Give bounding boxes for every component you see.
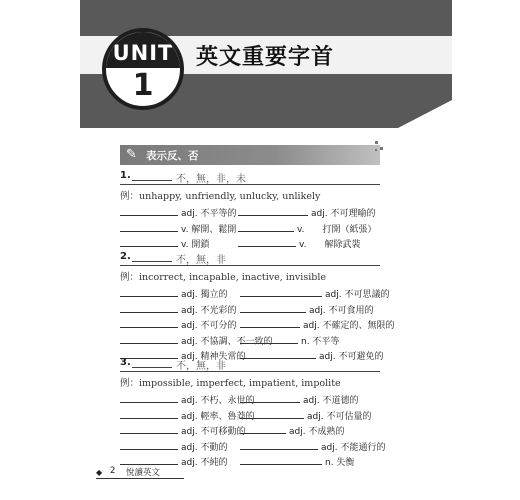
exercise-item — [240, 393, 358, 408]
exercise-item — [120, 424, 245, 439]
pencil-icon: ✎ — [126, 147, 137, 162]
answer-blank[interactable] — [120, 440, 178, 450]
word-definition: adj. 不可避免的 — [319, 352, 384, 362]
exercise-item — [238, 237, 361, 252]
exercise-item — [240, 303, 373, 318]
exercise-item — [120, 206, 236, 221]
answer-blank[interactable] — [240, 409, 304, 419]
answer-blank[interactable] — [238, 222, 294, 232]
exercise-item — [240, 318, 394, 333]
group-number: 2. — [120, 251, 131, 262]
exercise-item — [238, 222, 377, 237]
answer-blank[interactable] — [240, 393, 300, 403]
word-definition: adj. 不光彩的 — [181, 305, 237, 316]
exercise-item — [240, 455, 354, 470]
word-definition: adj. 不可食用的 — [309, 305, 374, 316]
word-definition: adj. 精神失常的 — [181, 352, 246, 362]
word-definition: adj. 輕率、魯莽的 — [181, 411, 255, 422]
answer-blank[interactable] — [120, 287, 178, 297]
exercise-item — [120, 409, 254, 424]
banner-arrow-notch — [398, 100, 452, 128]
word-definition: adj. 不協調、不一致的 — [181, 336, 273, 347]
word-definition: adj. 不能通行的 — [321, 442, 386, 453]
group-meaning: 不，無，非 — [176, 361, 226, 372]
word-definition: v. 解開、鬆開 — [181, 224, 237, 235]
word-definition: v. 解除武裝 — [299, 240, 361, 250]
exercise-item — [120, 303, 236, 318]
word-definition: adj. 不可分的 — [181, 321, 237, 331]
answer-blank[interactable] — [120, 303, 178, 313]
word-definition: adj. 不可理喻的 — [311, 209, 376, 219]
group-number: 1. — [120, 170, 131, 181]
word-definition: adj. 不可思議的 — [325, 290, 390, 300]
word-definition: adj. 不動的 — [181, 442, 228, 453]
answer-blank[interactable] — [120, 237, 178, 247]
group-meaning: 不，無，非，未 — [176, 174, 246, 185]
answer-blank[interactable] — [120, 409, 178, 419]
exercise-item — [120, 222, 236, 237]
answer-blank[interactable] — [120, 222, 178, 232]
word-definition: adj. 不朽、永世的 — [181, 396, 255, 406]
group-example: 例：incorrect, incapable, inactive, invisible — [120, 272, 326, 283]
answer-blank[interactable] — [120, 393, 178, 403]
answer-blank[interactable] — [120, 206, 178, 216]
exercise-item — [240, 287, 389, 302]
answer-blank[interactable] — [120, 334, 178, 344]
group-heading — [120, 357, 380, 372]
word-definition: adj. 不純的 — [181, 458, 228, 468]
group-example: 例：impossible, imperfect, impatient, impolite — [120, 378, 341, 389]
exercise-item — [240, 440, 385, 455]
word-definition: adj. 不可估量的 — [307, 411, 372, 422]
exercise-item — [238, 206, 375, 221]
exercise-item — [120, 287, 227, 302]
exercise-item — [240, 424, 344, 439]
word-definition: n. 失衡 — [325, 458, 355, 468]
answer-blank[interactable] — [238, 206, 308, 216]
unit-badge-label: UNIT — [112, 41, 174, 65]
word-definition: adj. 不成熟的 — [289, 427, 345, 437]
word-definition: n. 不平等 — [301, 336, 340, 347]
word-definition: adj. 獨立的 — [181, 290, 228, 300]
unit-badge-number: 1 — [132, 68, 154, 103]
word-definition: v. 打開（紙張） — [297, 224, 377, 235]
corner-square-icon — [375, 149, 377, 151]
group-number: 3. — [120, 357, 131, 368]
book-title: 悅讀英文 — [126, 468, 161, 478]
word-definition: adj. 不平等的 — [181, 209, 237, 219]
prefix-answer-blank[interactable] — [132, 261, 172, 262]
corner-square-icon — [375, 141, 378, 144]
page-number: 2 — [110, 466, 116, 476]
exercise-item — [120, 440, 227, 455]
group-meaning: 不，無，非 — [176, 255, 226, 266]
answer-blank[interactable] — [240, 303, 306, 313]
prefix-answer-blank[interactable] — [132, 180, 172, 181]
answer-blank[interactable] — [240, 455, 322, 465]
section-title: 表示反、否 — [146, 150, 199, 162]
exercise-item — [120, 318, 236, 333]
group-example: 例：unhappy, unfriendly, unlucky, unlikely — [120, 191, 321, 202]
group-heading — [120, 251, 380, 266]
unit-title: 英文重要字首 — [196, 45, 335, 70]
answer-blank[interactable] — [120, 455, 178, 465]
answer-blank[interactable] — [240, 424, 286, 434]
word-definition: adj. 不道德的 — [303, 396, 359, 406]
word-definition: adj. 不可移動的 — [181, 427, 246, 437]
answer-blank[interactable] — [240, 318, 300, 328]
answer-blank[interactable] — [238, 237, 296, 247]
corner-square-icon — [380, 147, 383, 150]
footer-bullet-icon: ◆ — [96, 468, 103, 477]
exercise-item — [120, 237, 209, 252]
answer-blank[interactable] — [120, 318, 178, 328]
exercise-item — [240, 409, 371, 424]
page-footer — [96, 466, 184, 479]
answer-blank[interactable] — [120, 424, 178, 434]
word-definition: adj. 不確定的、無限的 — [303, 321, 395, 331]
answer-blank[interactable] — [240, 334, 298, 344]
answer-blank[interactable] — [240, 440, 318, 450]
word-definition: v. 開鎖 — [181, 240, 210, 250]
group-heading — [120, 170, 380, 185]
exercise-item — [240, 334, 339, 349]
answer-blank[interactable] — [240, 287, 322, 297]
unit-badge — [102, 28, 184, 110]
section-header-bar — [120, 145, 380, 165]
exercise-item — [120, 393, 254, 408]
prefix-answer-blank[interactable] — [132, 367, 172, 368]
